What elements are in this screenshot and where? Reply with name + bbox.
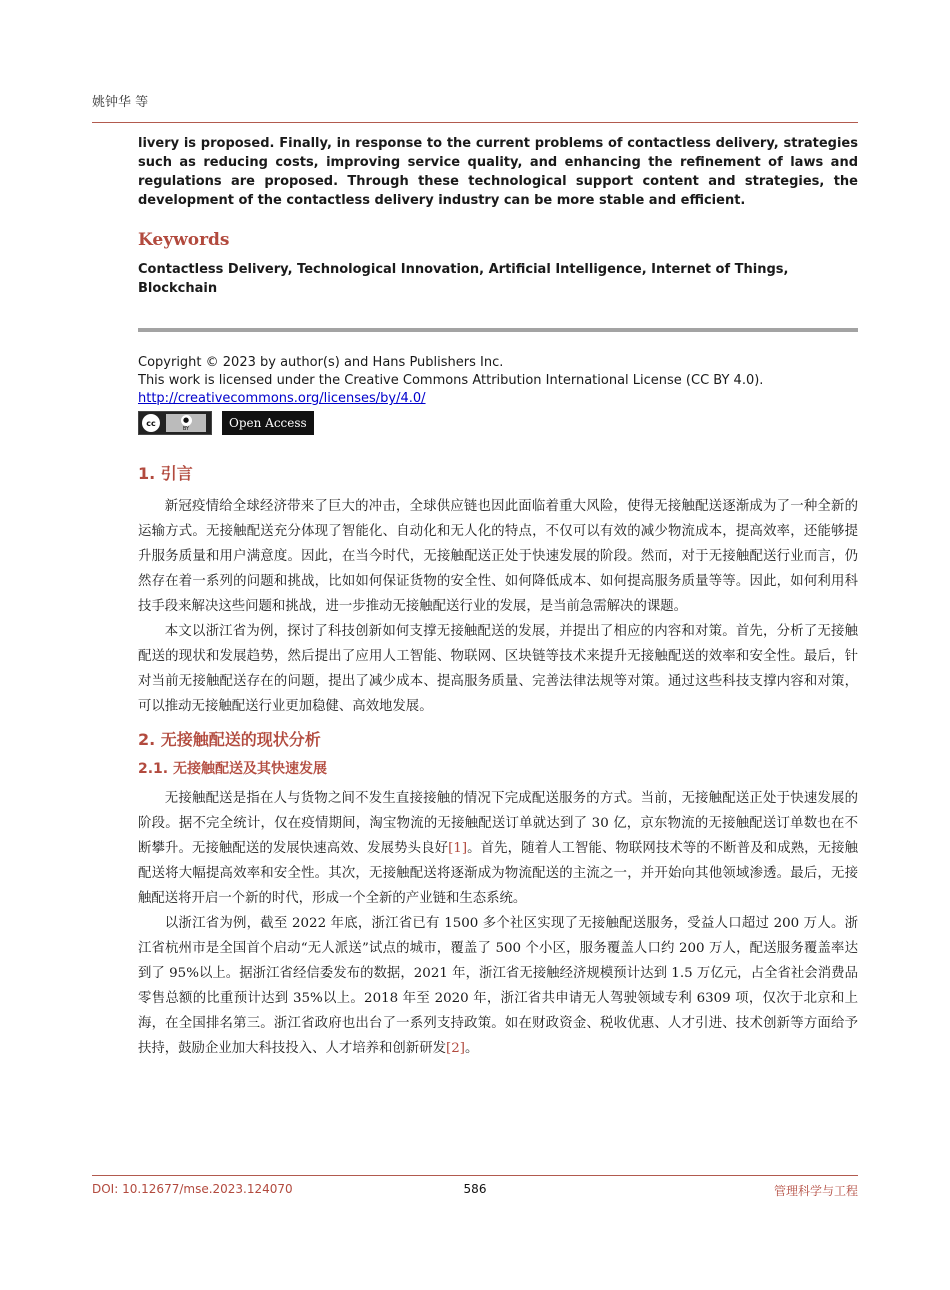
doi-link[interactable]: DOI: 10.12677/mse.2023.124070 xyxy=(92,1182,293,1196)
section-2-paragraph-1 xyxy=(138,786,858,911)
citation-link-2[interactable]: [2] xyxy=(445,1041,465,1056)
page-number: 586 xyxy=(463,1182,487,1196)
keywords-text: Contactless Delivery, Technological Innovation, Artificial Intelligence, Internet of Things, Blockchain xyxy=(138,262,789,296)
open-access-badge: Open Access xyxy=(222,411,314,435)
citation-link-1[interactable]: [1] xyxy=(448,841,468,856)
section-1-title: 1. 引言 xyxy=(138,464,193,483)
paragraph-text-tail: 。首先，随着人工智能、物联网技术等的不断普及和成熟，无接触配送将大幅提高效率和安全性。其次，无接触配送将逐渐成为物流配送的主流之一，并开始向其他领域渗透。最后，无接触配送将开启一个新的时代，形成一个全新的产业链和生态系统。 xyxy=(138,841,859,906)
keywords-heading: Keywords xyxy=(138,230,230,250)
by-icon xyxy=(166,414,206,432)
section-2-title: 2. 无接触配送的现状分析 xyxy=(138,730,321,749)
abstract-text: livery is proposed. Finally, in response to the current problems of contactless delivery, strategies such as reducing costs, improving service quality, and enhancing the refinement of laws and regulations are proposed. Through these technological support content and strategies, the development of the contactless delivery industry can be more stable and efficient. xyxy=(138,136,858,208)
section-2-paragraph-2 xyxy=(138,911,858,1061)
section-1-paragraph-1: 新冠疫情给全球经济带来了巨大的冲击，全球供应链也因此面临着重大风险，使得无接触配送逐渐成为了一种全新的运输方式。无接触配送充分体现了智能化、自动化和无人化的特点，不仅可以有效的减少物流成本，提高效率，还能够提升服务质量和用户满意度。因此，在当今时代，无接触配送正处于快速发展的阶段。然而，对于无接触配送行业而言，仍然存在着一系列的问题和挑战，比如如何保证货物的安全性、如何降低成本、如何提高服务质量等等。因此，如何利用科技手段来解决这些问题和挑战，进一步推动无接触配送行业的发展，是当前急需解决的课题。 xyxy=(138,499,858,614)
paragraph-text-tail: 。 xyxy=(464,1041,479,1056)
running-header-author: 姚钟华 等 xyxy=(92,95,149,110)
license-line: This work is licensed under the Creative Commons Attribution International License (CC BY 4.0). xyxy=(138,373,764,388)
section-divider xyxy=(138,328,858,332)
copyright-block xyxy=(138,354,858,408)
person-icon: ● xyxy=(181,415,192,426)
header-rule xyxy=(92,122,858,123)
journal-name: 管理科学与工程 xyxy=(773,1184,858,1198)
section-1-paragraph-2: 本文以浙江省为例，探讨了科技创新如何支撑无接触配送的发展，并提出了相应的内容和对策。首先，分析了无接触配送的现状和发展趋势，然后提出了应用人工智能、物联网、区块链等技术来提升无接触配送的效率和安全性。最后，针对当前无接触配送存在的问题，提出了减少成本、提高服务质量、完善法律法规等对策。通过这些科技支撑内容和对策，可以推动无接触配送行业更加稳健、高效地发展。 xyxy=(138,624,858,714)
copyright-line: Copyright © 2023 by author(s) and Hans Publishers Inc. xyxy=(138,355,504,370)
cc-icon: cc xyxy=(142,414,160,432)
paragraph-text: 无接触配送是指在人与货物之间不发生直接接触的情况下完成配送服务的方式。当前，无接触配送正处于快速发展的阶段。据不完全统计，仅在疫情期间，淘宝物流的无接触配送订单就达到了 30 亿，京东物流的无接触配送订单数也在不断攀升。无接触配送的发展快速高效、发展势头良好 xyxy=(138,791,858,856)
license-badges xyxy=(138,411,858,435)
cc-by-badge[interactable] xyxy=(138,411,212,435)
page-content xyxy=(138,134,858,1061)
page-footer xyxy=(92,1182,858,1199)
license-link[interactable]: http://creativecommons.org/licenses/by/4.0/ xyxy=(138,391,426,406)
footer-rule xyxy=(92,1175,858,1176)
by-label: BY xyxy=(182,425,190,432)
paragraph-text: 以浙江省为例，截至 2022 年底，浙江省已有 1500 多个社区实现了无接触配送服务，受益人口超过 200 万人。浙江省杭州市是全国首个启动“无人派送”试点的城市，覆盖了 500 个小区，服务覆盖人口约 200 万人，配送服务覆盖率达到了 95%以上。据浙江省经信委发布的数据，2021 年，浙江省无接触经济规模预计达到 1.5 万亿元，占全省社会消费品零售总额的比重预计达到 35%以上。2018 年至 2020 年，浙江省共申请无人驾驶领域专利 6309 项，仅次于北京和上海，在全国排名第三。浙江省政府也出台了一系列支持政策。如在财政资金、税收优惠、人才引进、技术创新等方面给予扶持，鼓励企业加大科技投入、人才培养和创新研发 xyxy=(138,916,858,1056)
subsection-2-1-title: 2.1. 无接触配送及其快速发展 xyxy=(138,761,327,777)
